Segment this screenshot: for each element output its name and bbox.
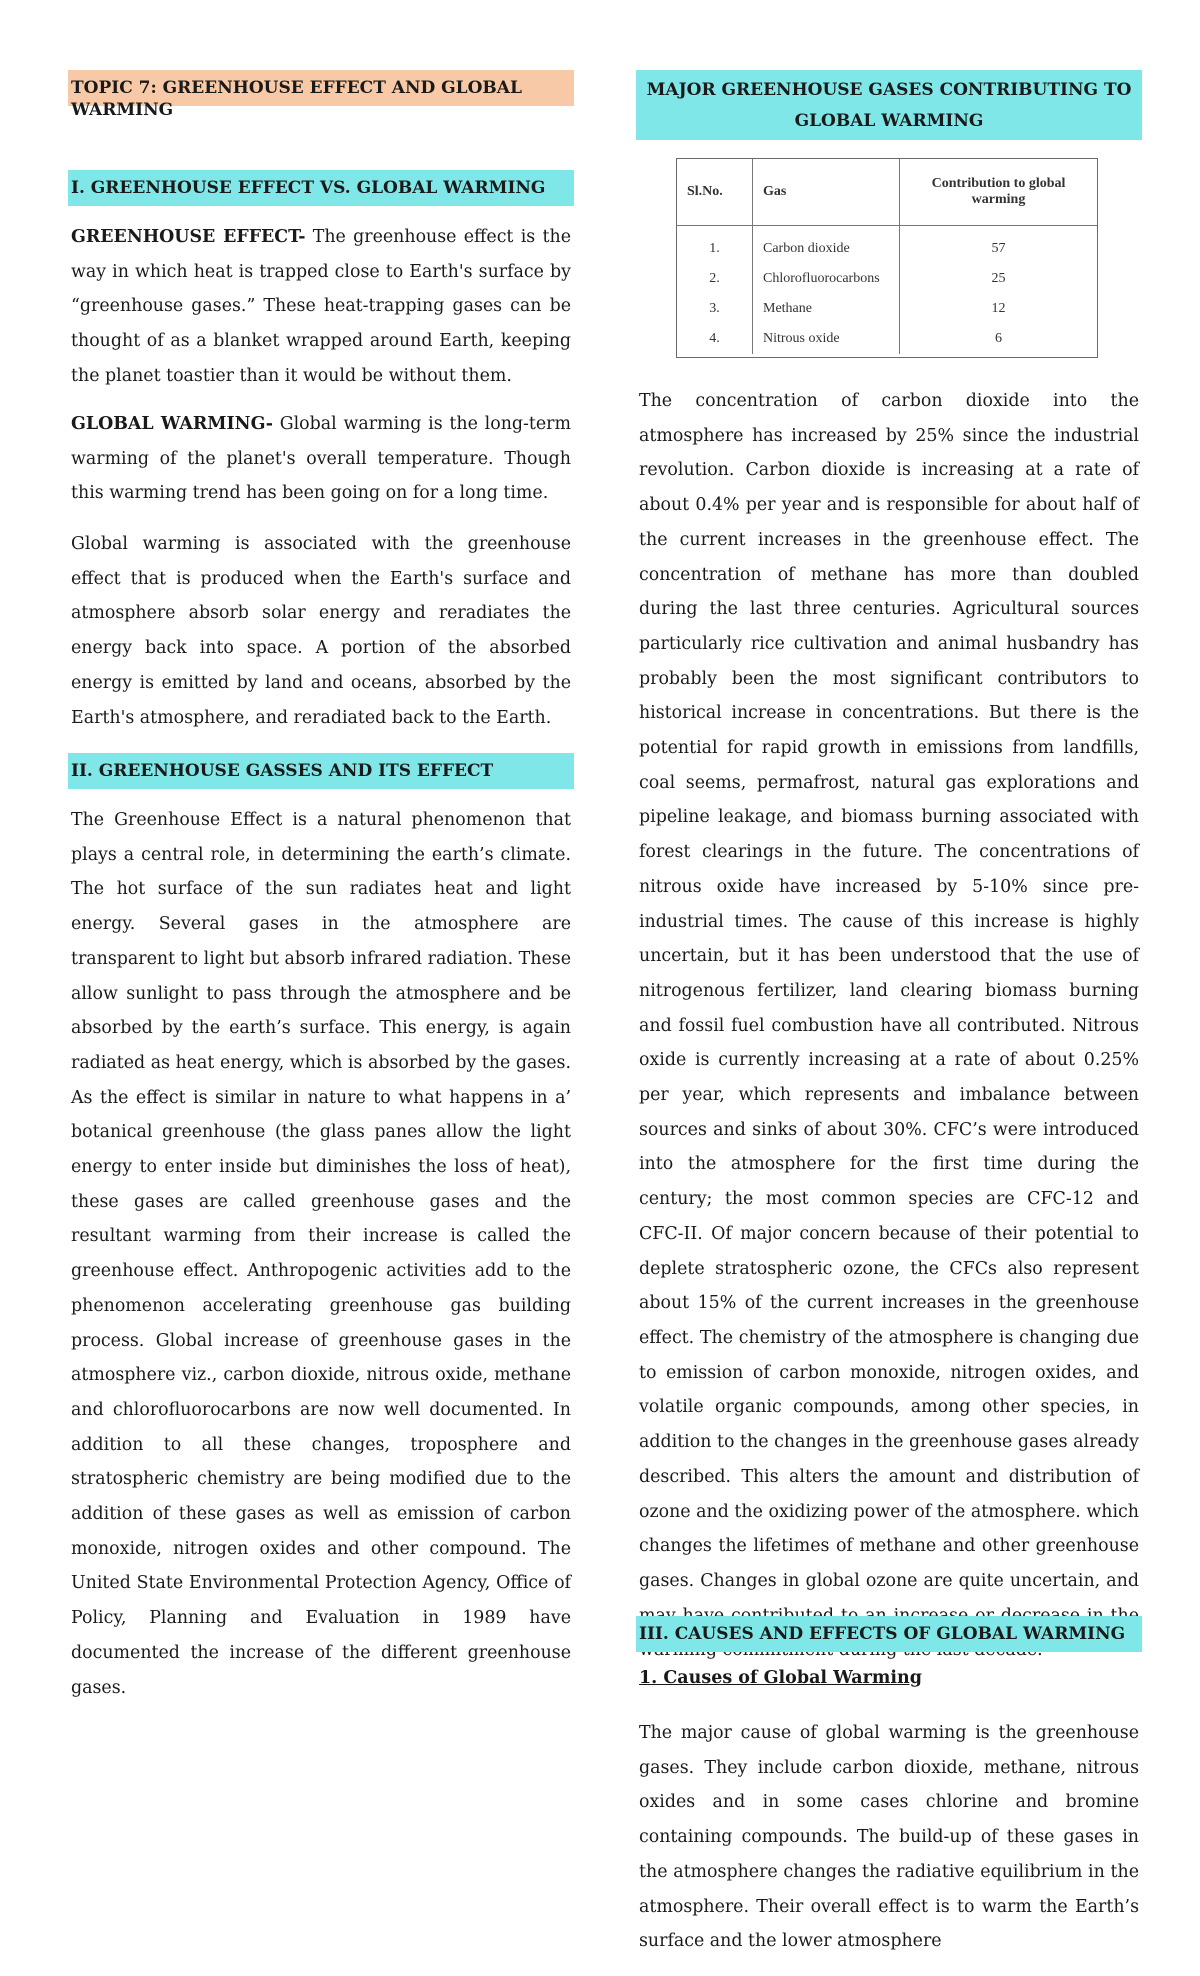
table-cell: 1. (677, 226, 753, 265)
section-3-heading: III. CAUSES AND EFFECTS OF GLOBAL WARMING (636, 1616, 1142, 1652)
table-cell: Nitrous oxide (753, 324, 900, 354)
greenhouse-effect-paragraph (71, 220, 571, 394)
table-row (677, 264, 1097, 294)
table-cell: 3. (677, 294, 753, 324)
table-header-gas: Gas (753, 159, 900, 226)
greenhouse-effect-term: GREENHOUSE EFFECT- (71, 227, 306, 247)
causes-paragraph: The major cause of global warming is the greenhouse gases. They include carbon dioxide, methane, nitrous oxides and in some cases chlorine and bromine containing compounds. The build-up of these gases in the atmosphere changes the radiative equilibrium in the atmosphere. Their overall effect is to warm the Earth’s surface and the lower atmosphere (639, 1723, 1139, 1952)
table-row (677, 226, 1097, 265)
table-cell: 57 (991, 241, 1006, 256)
table-cell: 2. (677, 264, 753, 294)
global-warming-term: GLOBAL WARMING- (71, 414, 273, 434)
table-header-contribution: Contribution to global warming (900, 159, 1098, 226)
table-cell: Carbon dioxide (753, 226, 900, 265)
table-cell: 12 (991, 301, 1006, 316)
table-row (677, 324, 1097, 354)
global-warming-paragraph (71, 407, 571, 511)
topic-title: TOPIC 7: GREENHOUSE EFFECT AND GLOBAL WARMING (68, 70, 574, 106)
concentration-paragraph: The concentration of carbon dioxide into the atmosphere has increased by 25% since the industrial revolution. Carbon dioxide is increasing at a rate of about 0.4% per year and is responsible for about half of the current increases in the greenhouse effect. The concentration of methane has more than doubled during the last three centuries. Agricultural sources particularly rice cultivation and animal husbandry has probably been the most significant contributors to historical increase in concentrations. But there is the potential for rapid growth in emissions from landfills, coal seems, permafrost, natural gas explorations and pipeline leakage, and biomass burning associated with forest clearings in the future. The concentrations of nitrous oxide have increased by 5-10% since pre-industrial times. The cause of this increase is highly uncertain, but it has been understood that the use of nitrogenous fertilizer, land clearing biomass burning and fossil fuel combustion have all contributed. Nitrous oxide is currently increasing at a rate of about 0.25% per year, which represents and imbalance between sources and sinks of about 30%. CFC’s were introduced into the atmosphere for the first time during the century; the most common species are CFC-12 and CFC-II. Of major concern because of their potential to deplete stratospheric ozone, the CFCs also represent about 15% of the current increases in the greenhouse effect. The chemistry of the atmosphere is changing due to emission of carbon monoxide, nitrogen oxides, and volatile organic compounds, among other species, in addition to the changes in the greenhouse gases already described. This alters the amount and distribution of ozone and the oxidizing power of the atmosphere. which changes the lifetimes of methane and other greenhouse gases. Changes in global ozone are quite uncertain, and (639, 391, 1139, 1591)
section-2-heading: II. GREENHOUSE GASSES AND ITS EFFECT (68, 753, 574, 789)
major-gases-heading: MAJOR GREENHOUSE GASES CONTRIBUTING TO GLOBAL WARMING (636, 70, 1142, 140)
table-row (677, 294, 1097, 324)
section-1-heading: I. GREENHOUSE EFFECT VS. GLOBAL WARMING (68, 170, 574, 206)
table-cell: 4. (677, 324, 753, 354)
table-cell: 6 (995, 331, 1002, 346)
table-cell: Methane (753, 294, 900, 324)
table-cell: 25 (991, 271, 1006, 286)
causes-subheading: 1. Causes of Global Warming (639, 1668, 922, 1688)
global-warming-text: Global warming is the long-term warming of the planet's overall temperature. Though this warming trend has been going on for a long time. (71, 414, 571, 504)
greenhouse-effect-text: The greenhouse effect is the way in which heat is trapped close to Earth's surface by “greenhouse gases.” These heat-trapping gases can be thought of as a blanket wrapped around Earth, keeping the planet toastier than it would be without them. (71, 227, 571, 386)
greenhouse-gases-paragraph: The Greenhouse Effect is a natural phenomenon that plays a central role, in determining the earth’s climate. The hot surface of the sun radiates heat and light energy. Several gases in the atmosphere are transparent to light but absorb infrared radiation. These allow sunlight to pass through the atmosphere and be absorbed by the earth’s surface. This energy, is again radiated as heat energy, which is absorbed by the gases. As the effect is similar in nature to what happens in a’ botanical greenhouse (the glass panes allow the light energy to enter inside but diminishes the loss of heat), these gases are called greenhouse gases and the resultant warming from their increase is called the greenhouse effect. Anthropogenic activities add to the phenomenon accelerating greenhouse gas building process. Global increase of greenhouse gases in the atmosphere viz., carbon dioxide, nitrous oxide, methane and chlorofluorocarbons are now well documented. In addition to all these changes, troposphere and stratospheric chemistry are being modified due to the addition of these gases as well as emission of carbon monoxide, nitrogen oxides and other compound. The United State Environmental Protection Agency, Office of Policy, Planning and Evaluation in 1989 have documented the increase of the different greenhouse gases. (71, 810, 571, 1698)
gases-table (676, 158, 1098, 358)
table-cell: Chlorofluorocarbons (753, 264, 900, 294)
table-header-slno: Sl.No. (677, 159, 753, 226)
table-header-row (677, 159, 1097, 226)
association-paragraph: Global warming is associated with the greenhouse effect that is produced when the Earth's surface and atmosphere absorb solar energy and reradiates the energy back into space. A portion of the absorbed energy is emitted by land and oceans, absorbed by the Earth's atmosphere, and reradiated back to the Earth. (71, 534, 571, 728)
